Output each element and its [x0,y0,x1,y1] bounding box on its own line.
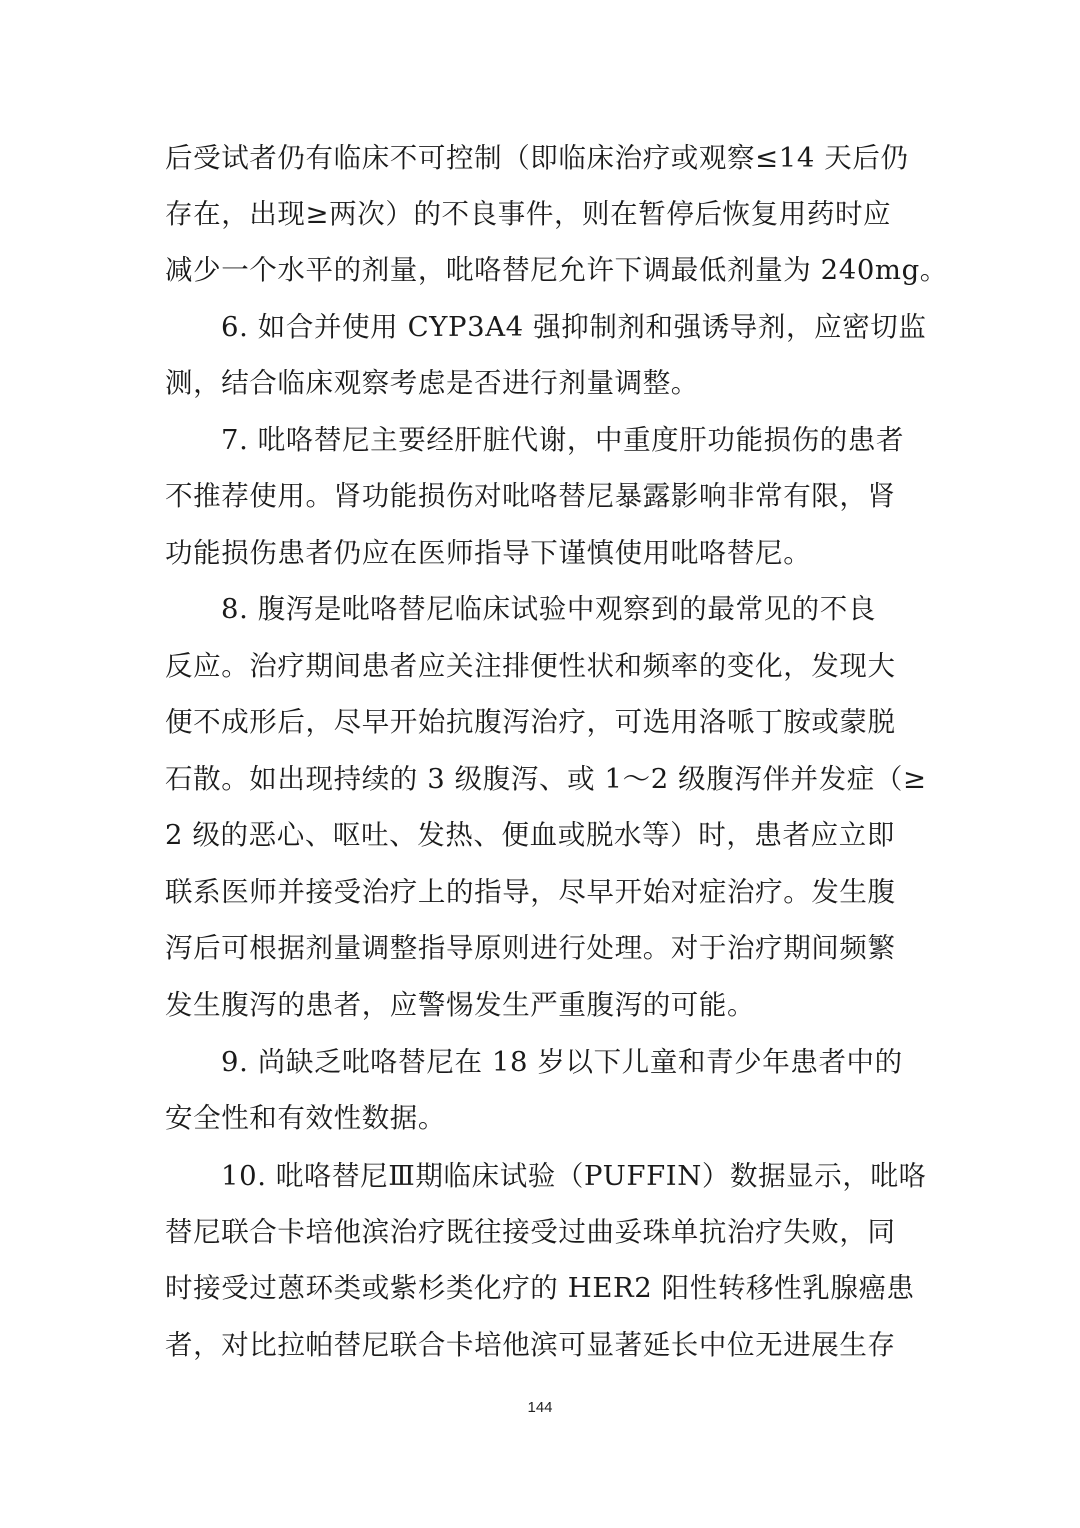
text-line: 测，结合临床观察考虑是否进行剂量调整。 [165,367,699,399]
text-line: 石散。如出现持续的 3 级腹泻、或 1～2 级腹泻伴并发症（≥ [165,763,927,795]
paragraph-7-first-line: 7. 吡咯替尼主要经肝脏代谢，中重度肝功能损伤的患者 [221,424,905,456]
text-line: 2 级的恶心、呕吐、发热、便血或脱水等）时，患者应立即 [165,819,895,851]
paragraph-9-first-line: 9. 尚缺乏吡咯替尼在 18 岁以下儿童和青少年患者中的 [221,1046,903,1078]
text-line: 泻后可根据剂量调整指导原则进行处理。对于治疗期间频繁 [165,932,896,964]
text-line: 功能损伤患者仍应在医师指导下谨慎使用吡咯替尼。 [165,537,812,569]
text-line: 减少一个水平的剂量，吡咯替尼允许下调最低剂量为 240mg。 [165,254,948,286]
text-line: 联系医师并接受治疗上的指导，尽早开始对症治疗。发生腹 [165,876,896,908]
text-line: 便不成形后，尽早开始抗腹泻治疗，可选用洛哌丁胺或蒙脱 [165,706,896,738]
text-line: 发生腹泻的患者，应警惕发生严重腹泻的可能。 [165,989,756,1021]
text-line: 安全性和有效性数据。 [165,1102,446,1134]
text-line: 者，对比拉帕替尼联合卡培他滨可显著延长中位无进展生存 [165,1329,896,1361]
paragraph-10-first-line: 10. 吡咯替尼Ⅲ期临床试验（PUFFIN）数据显示，吡咯 [221,1160,927,1192]
text-line: 反应。治疗期间患者应关注排便性状和频率的变化，发现大 [165,650,896,682]
text-line: 替尼联合卡培他滨治疗既往接受过曲妥珠单抗治疗失败，同 [165,1216,896,1248]
text-line: 时接受过蒽环类或紫杉类化疗的 HER2 阳性转移性乳腺癌患 [165,1272,915,1304]
text-line: 不推荐使用。肾功能损伤对吡咯替尼暴露影响非常有限，肾 [165,480,896,512]
page-number: 144 [527,1399,553,1416]
paragraph-8-first-line: 8. 腹泻是吡咯替尼临床试验中观察到的最常见的不良 [221,593,876,625]
paragraph-6-first-line: 6. 如合并使用 CYP3A4 强抑制剂和强诱导剂，应密切监 [221,311,927,343]
text-line: 存在，出现≥两次）的不良事件，则在暂停后恢复用药时应 [165,198,892,230]
text-line: 后受试者仍有临床不可控制（即临床治疗或观察≤14 天后仍 [165,142,909,174]
